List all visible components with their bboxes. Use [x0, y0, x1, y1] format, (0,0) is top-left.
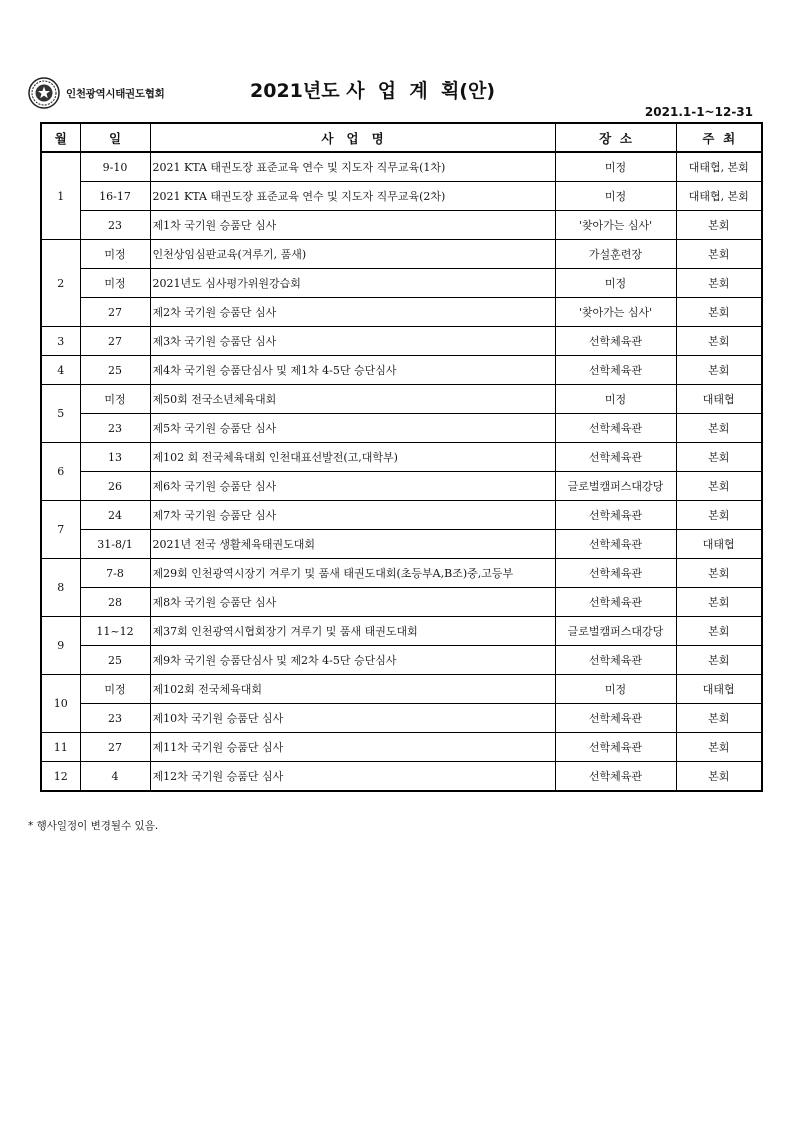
table-header-row	[41, 123, 762, 152]
host-cell: 본회	[676, 240, 762, 269]
place-cell: 미정	[555, 385, 676, 414]
host-cell: 대태협	[676, 675, 762, 704]
table-row	[41, 501, 762, 530]
place-cell: 선학체육관	[555, 588, 676, 617]
place-cell: 선학체육관	[555, 356, 676, 385]
place-cell: 미정	[555, 675, 676, 704]
table-row	[41, 356, 762, 385]
table-body	[41, 152, 762, 791]
host-cell: 본회	[676, 356, 762, 385]
place-cell: 선학체육관	[555, 501, 676, 530]
month-cell: 1	[41, 152, 80, 240]
table-row	[41, 646, 762, 675]
event-cell: 제29회 인천광역시장기 겨루기 및 품새 태권도대회(초등부A,B조)중,고등부	[150, 559, 555, 588]
column-header-month: 월	[41, 123, 80, 152]
place-cell: 선학체육관	[555, 414, 676, 443]
place-cell: 선학체육관	[555, 733, 676, 762]
event-cell: 제10차 국기원 승품단 심사	[150, 704, 555, 733]
organization-name: 인천광역시태권도협회	[66, 87, 165, 100]
month-cell: 2	[41, 240, 80, 327]
event-cell: 제37회 인천광역시협회장기 겨루기 및 품새 태권도대회	[150, 617, 555, 646]
business-plan-table	[40, 122, 763, 792]
table-row	[41, 443, 762, 472]
host-cell: 본회	[676, 704, 762, 733]
month-cell: 6	[41, 443, 80, 501]
place-cell: '찾아가는 심사'	[555, 211, 676, 240]
date-cell: 26	[80, 472, 150, 501]
date-cell: 미정	[80, 675, 150, 704]
date-cell: 31-8/1	[80, 530, 150, 559]
table-row	[41, 733, 762, 762]
host-cell: 대태협	[676, 530, 762, 559]
event-cell: 제7차 국기원 승품단 심사	[150, 501, 555, 530]
month-cell: 11	[41, 733, 80, 762]
event-cell: 제1차 국기원 승품단 심사	[150, 211, 555, 240]
place-cell: 선학체육관	[555, 327, 676, 356]
place-cell: 선학체육관	[555, 762, 676, 792]
place-cell: 선학체육관	[555, 443, 676, 472]
host-cell: 대태협, 본회	[676, 152, 762, 182]
table-row	[41, 211, 762, 240]
host-cell: 본회	[676, 617, 762, 646]
table-row	[41, 762, 762, 792]
place-cell: 가설훈련장	[555, 240, 676, 269]
month-cell: 12	[41, 762, 80, 792]
date-cell: 9-10	[80, 152, 150, 182]
date-cell: 23	[80, 211, 150, 240]
date-cell: 28	[80, 588, 150, 617]
date-cell: 27	[80, 298, 150, 327]
table-row	[41, 414, 762, 443]
event-cell: 제9차 국기원 승품단심사 및 제2차 4-5단 승단심사	[150, 646, 555, 675]
table-row	[41, 240, 762, 269]
host-cell: 본회	[676, 327, 762, 356]
host-cell: 대태협, 본회	[676, 182, 762, 211]
event-cell: 제50회 전국소년체육대회	[150, 385, 555, 414]
place-cell: 글로벌캠퍼스대강당	[555, 617, 676, 646]
table-row	[41, 152, 762, 182]
table-row	[41, 327, 762, 356]
place-cell: 글로벌캠퍼스대강당	[555, 472, 676, 501]
table-row	[41, 588, 762, 617]
event-cell: 제11차 국기원 승품단 심사	[150, 733, 555, 762]
month-cell: 8	[41, 559, 80, 617]
column-header-event: 사 업 명	[150, 123, 555, 152]
date-cell: 24	[80, 501, 150, 530]
month-cell: 3	[41, 327, 80, 356]
month-cell: 4	[41, 356, 80, 385]
host-cell: 본회	[676, 646, 762, 675]
table-row	[41, 530, 762, 559]
host-cell: 본회	[676, 298, 762, 327]
event-cell: 제8차 국기원 승품단 심사	[150, 588, 555, 617]
column-header-day: 일	[80, 123, 150, 152]
plan-period: 2021.1-1~12-31	[644, 105, 753, 119]
place-cell: 미정	[555, 269, 676, 298]
date-cell: 미정	[80, 269, 150, 298]
place-cell: '찾아가는 심사'	[555, 298, 676, 327]
table-row	[41, 182, 762, 211]
place-cell: 미정	[555, 182, 676, 211]
table-row	[41, 559, 762, 588]
place-cell: 선학체육관	[555, 530, 676, 559]
org-logo	[28, 76, 164, 110]
date-cell: 13	[80, 443, 150, 472]
date-cell: 미정	[80, 385, 150, 414]
date-cell: 미정	[80, 240, 150, 269]
event-cell: 2021년 전국 생활체육태권도대회	[150, 530, 555, 559]
date-cell: 23	[80, 414, 150, 443]
place-cell: 선학체육관	[555, 704, 676, 733]
event-cell: 제3차 국기원 승품단 심사	[150, 327, 555, 356]
date-cell: 27	[80, 733, 150, 762]
event-cell: 제4차 국기원 승품단심사 및 제1차 4-5단 승단심사	[150, 356, 555, 385]
date-cell: 11~12	[80, 617, 150, 646]
month-cell: 7	[41, 501, 80, 559]
event-cell: 인천상임심판교육(겨루기, 품새)	[150, 240, 555, 269]
host-cell: 본회	[676, 501, 762, 530]
table-row	[41, 298, 762, 327]
table-row	[41, 385, 762, 414]
date-cell: 16-17	[80, 182, 150, 211]
place-cell: 미정	[555, 152, 676, 182]
date-cell: 25	[80, 646, 150, 675]
table-row	[41, 704, 762, 733]
month-cell: 10	[41, 675, 80, 733]
date-cell: 4	[80, 762, 150, 792]
host-cell: 본회	[676, 472, 762, 501]
host-cell: 대태협	[676, 385, 762, 414]
month-cell: 9	[41, 617, 80, 675]
column-header-host: 주 최	[676, 123, 762, 152]
column-header-place: 장 소	[555, 123, 676, 152]
date-cell: 7-8	[80, 559, 150, 588]
event-cell: 2021년도 심사평가위원강습회	[150, 269, 555, 298]
host-cell: 본회	[676, 443, 762, 472]
host-cell: 본회	[676, 733, 762, 762]
date-cell: 23	[80, 704, 150, 733]
event-cell: 제6차 국기원 승품단 심사	[150, 472, 555, 501]
host-cell: 본회	[676, 211, 762, 240]
host-cell: 본회	[676, 559, 762, 588]
host-cell: 본회	[676, 414, 762, 443]
event-cell: 제2차 국기원 승품단 심사	[150, 298, 555, 327]
document-title: 2021년도 사 업 계 획(안)	[250, 80, 496, 102]
event-cell: 제12차 국기원 승품단 심사	[150, 762, 555, 792]
table-row	[41, 617, 762, 646]
event-cell: 제5차 국기원 승품단 심사	[150, 414, 555, 443]
month-cell: 5	[41, 385, 80, 443]
host-cell: 본회	[676, 588, 762, 617]
host-cell: 본회	[676, 269, 762, 298]
event-cell: 2021 KTA 태권도장 표준교육 연수 및 지도자 직무교육(2차)	[150, 182, 555, 211]
date-cell: 25	[80, 356, 150, 385]
event-cell: 제102 회 전국체육대회 인천대표선발전(고,대학부)	[150, 443, 555, 472]
schedule-change-note: * 행사일정이 변경될수 있음.	[28, 820, 159, 832]
table-row	[41, 675, 762, 704]
place-cell: 선학체육관	[555, 646, 676, 675]
table-row	[41, 269, 762, 298]
event-cell: 제102회 전국체육대회	[150, 675, 555, 704]
date-cell: 27	[80, 327, 150, 356]
place-cell: 선학체육관	[555, 559, 676, 588]
table-row	[41, 472, 762, 501]
association-emblem-icon	[28, 77, 60, 109]
event-cell: 2021 KTA 태권도장 표준교육 연수 및 지도자 직무교육(1차)	[150, 152, 555, 182]
host-cell: 본회	[676, 762, 762, 792]
